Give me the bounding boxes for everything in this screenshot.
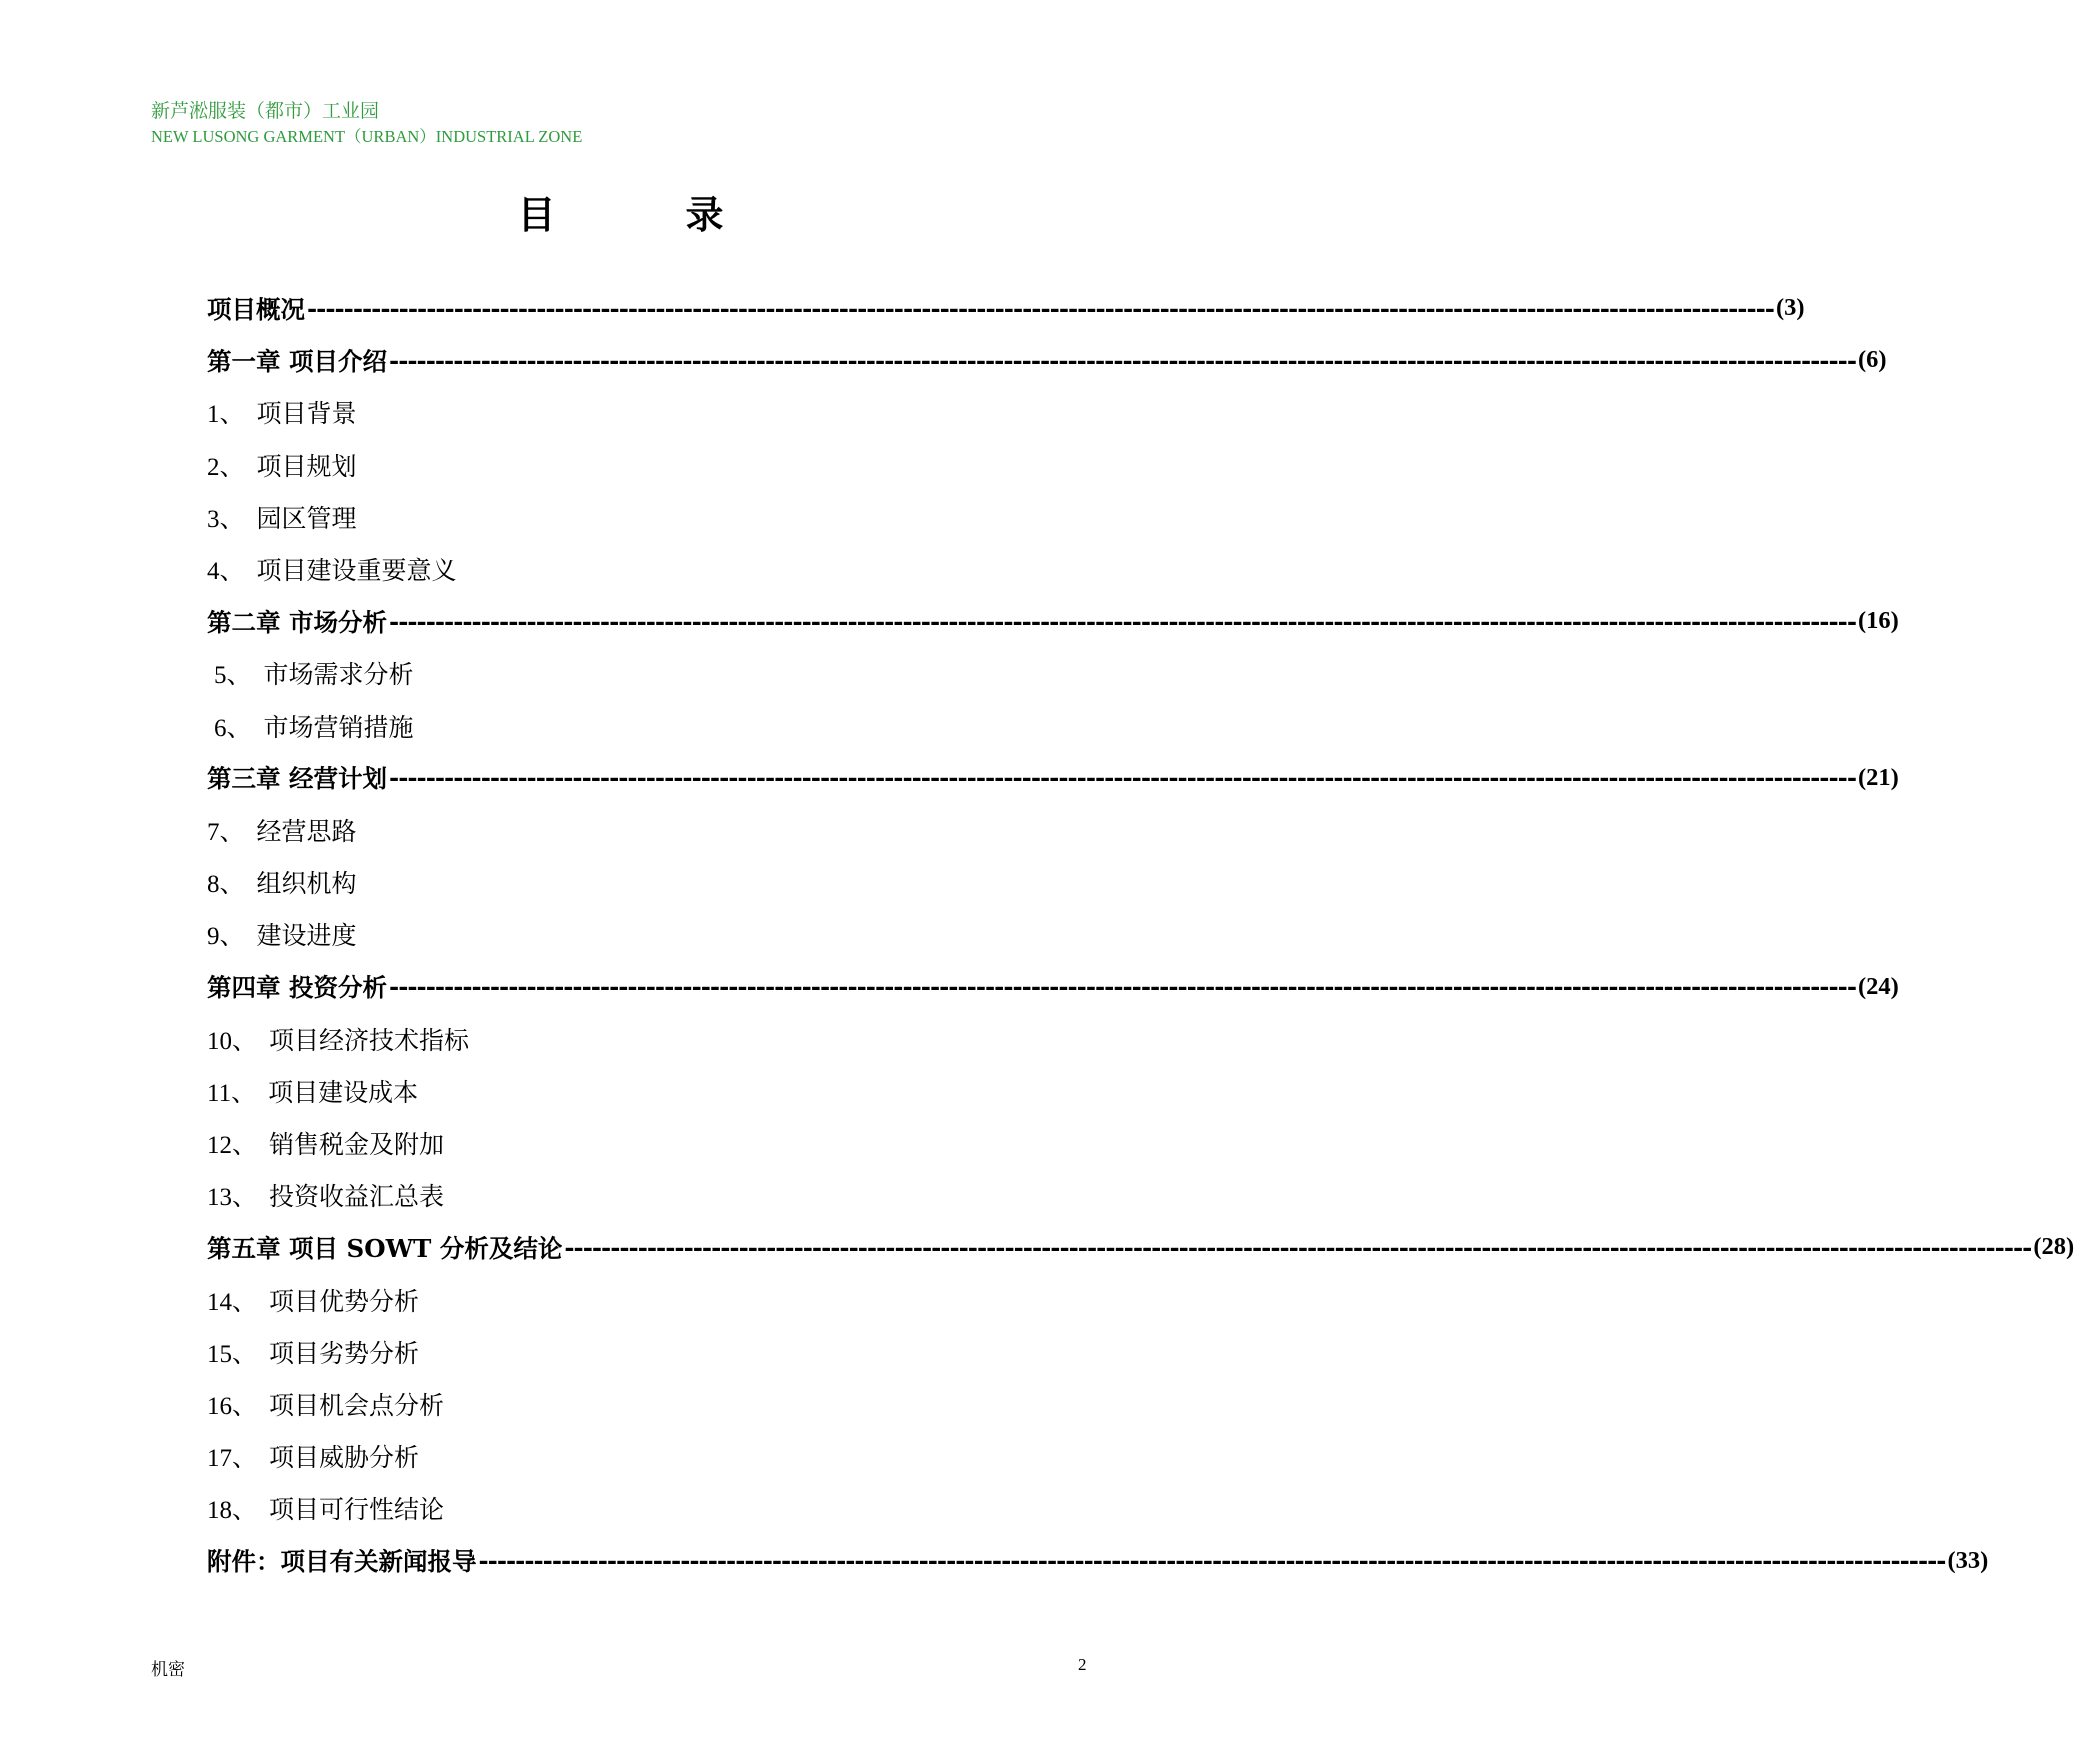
toc-section-number: 17、	[207, 1445, 258, 1473]
header-title-english: NEW LUSONG GARMENT（URBAN）INDUSTRIAL ZONE	[151, 127, 583, 146]
toc-chapter-entry[interactable]	[207, 282, 1805, 334]
toc-chapter-entry[interactable]	[207, 752, 1899, 804]
toc-section-entry[interactable]	[207, 647, 1062, 699]
toc-section-label: 项目建设成本	[268, 1077, 419, 1107]
toc-section-label: 项目背景	[256, 399, 357, 429]
toc-section-entry[interactable]	[207, 1378, 1062, 1430]
toc-chapter-label: 第二章 市场分析	[207, 607, 388, 637]
toc-section-label: 项目机会点分析	[269, 1391, 445, 1421]
toc-page-number: (6)	[1857, 346, 1887, 374]
toc-chapter-entry[interactable]	[207, 334, 1887, 386]
toc-leader-dashes: ----------------------------------------------------------------------------------------------------------------------------------------------------------------	[389, 972, 1856, 1002]
toc-section-entry[interactable]	[207, 1117, 1062, 1169]
toc-section-label: 市场需求分析	[263, 660, 414, 690]
toc-section-number: 10、	[207, 1027, 258, 1055]
toc-heading-char-1: 目	[517, 193, 556, 237]
toc-section-label: 项目建设重要意义	[256, 556, 457, 586]
toc-section-label: 园区管理	[256, 503, 357, 533]
toc-section-entry[interactable]	[207, 543, 1062, 595]
toc-section-number: 16、	[207, 1393, 258, 1421]
toc-section-label: 项目规划	[256, 451, 357, 481]
toc-section-label: 组织机构	[256, 869, 357, 899]
toc-section-label: 项目经济技术指标	[269, 1025, 470, 1055]
toc-section-number: 4、	[207, 558, 245, 586]
toc-section-label: 市场营销措施	[263, 712, 414, 742]
toc-section-entry[interactable]	[207, 439, 1062, 491]
toc-section-number: 5、	[214, 662, 252, 690]
toc-section-entry[interactable]	[207, 1065, 1062, 1117]
toc-section-entry[interactable]	[207, 491, 1062, 543]
toc-chapter-entry[interactable]	[207, 960, 1899, 1012]
table-of-contents	[207, 282, 2074, 1587]
toc-page-number: (28)	[2033, 1233, 2074, 1261]
toc-page-number: (21)	[1857, 763, 1899, 791]
toc-page-number: (16)	[1857, 607, 1899, 635]
toc-section-label: 项目劣势分析	[269, 1338, 420, 1368]
toc-section-number: 11、	[207, 1079, 257, 1107]
toc-section-number: 14、	[207, 1288, 258, 1316]
toc-section-label: 项目优势分析	[269, 1286, 420, 1316]
toc-section-entry[interactable]	[207, 700, 1062, 752]
toc-page-number: (24)	[1857, 972, 1899, 1000]
toc-section-entry[interactable]	[207, 1013, 1062, 1065]
confidential-label: 机密	[151, 1660, 185, 1680]
toc-section-entry[interactable]	[207, 804, 1062, 856]
toc-chapter-entry[interactable]	[207, 1221, 2074, 1273]
header-title-chinese: 新芦淞服装（都市）工业园	[151, 100, 380, 122]
toc-section-label: 建设进度	[256, 921, 357, 951]
toc-leader-dashes: ----------------------------------------------------------------------------------------------------------------------------------------------------------------	[389, 345, 1856, 375]
toc-section-entry[interactable]	[207, 1274, 1062, 1326]
toc-section-number: 9、	[207, 923, 245, 951]
toc-section-number: 15、	[207, 1340, 258, 1368]
toc-chapter-entry[interactable]	[207, 1535, 1989, 1587]
page-header	[151, 98, 582, 148]
toc-chapter-label: 第五章 项目 SOWT 分析及结论	[207, 1233, 563, 1263]
toc-section-entry[interactable]	[207, 908, 1062, 960]
toc-section-entry[interactable]	[207, 1430, 1062, 1482]
toc-section-label: 经营思路	[256, 816, 357, 846]
toc-section-label: 项目威胁分析	[269, 1443, 420, 1473]
toc-chapter-label: 第一章 项目介绍	[207, 346, 388, 376]
toc-section-number: 3、	[207, 505, 245, 533]
toc-section-number: 13、	[207, 1184, 258, 1212]
toc-heading-char-2: 录	[685, 193, 724, 237]
toc-chapter-label: 附件：项目有关新闻报导	[207, 1547, 477, 1577]
toc-section-entry[interactable]	[207, 856, 1062, 908]
toc-chapter-label: 项目概况	[207, 294, 305, 324]
toc-section-entry[interactable]	[207, 1326, 1062, 1378]
toc-leader-dashes: ----------------------------------------------------------------------------------------------------------------------------------------------------------------	[389, 606, 1856, 636]
toc-chapter-entry[interactable]	[207, 595, 1899, 647]
page-number: 2	[1078, 1655, 1087, 1674]
toc-section-number: 12、	[207, 1132, 258, 1160]
toc-section-number: 8、	[207, 871, 245, 899]
toc-section-entry[interactable]	[207, 386, 1062, 438]
toc-heading	[0, 193, 1241, 237]
toc-chapter-label: 第四章 投资分析	[207, 973, 388, 1003]
toc-section-number: 7、	[207, 818, 245, 846]
toc-leader-dashes: ----------------------------------------------------------------------------------------------------------------------------------------------------------------	[564, 1232, 2032, 1262]
toc-page-number: (33)	[1947, 1546, 1989, 1574]
toc-section-entry[interactable]	[207, 1482, 1062, 1534]
toc-section-number: 18、	[207, 1497, 258, 1525]
toc-page-number: (3)	[1775, 294, 1805, 322]
toc-section-number: 1、	[207, 401, 245, 429]
toc-leader-dashes: ----------------------------------------------------------------------------------------------------------------------------------------------------------------	[478, 1546, 1946, 1576]
toc-section-number: 2、	[207, 453, 245, 481]
toc-leader-dashes: ----------------------------------------------------------------------------------------------------------------------------------------------------------------	[389, 763, 1856, 793]
toc-section-label: 投资收益汇总表	[269, 1182, 445, 1212]
toc-section-number: 6、	[214, 714, 252, 742]
toc-chapter-label: 第三章 经营计划	[207, 764, 388, 794]
toc-leader-dashes: ----------------------------------------------------------------------------------------------------------------------------------------------------------------	[307, 293, 1774, 323]
toc-section-entry[interactable]	[207, 1169, 1062, 1221]
toc-section-label: 项目可行性结论	[269, 1495, 445, 1525]
toc-section-label: 销售税金及附加	[269, 1130, 445, 1160]
